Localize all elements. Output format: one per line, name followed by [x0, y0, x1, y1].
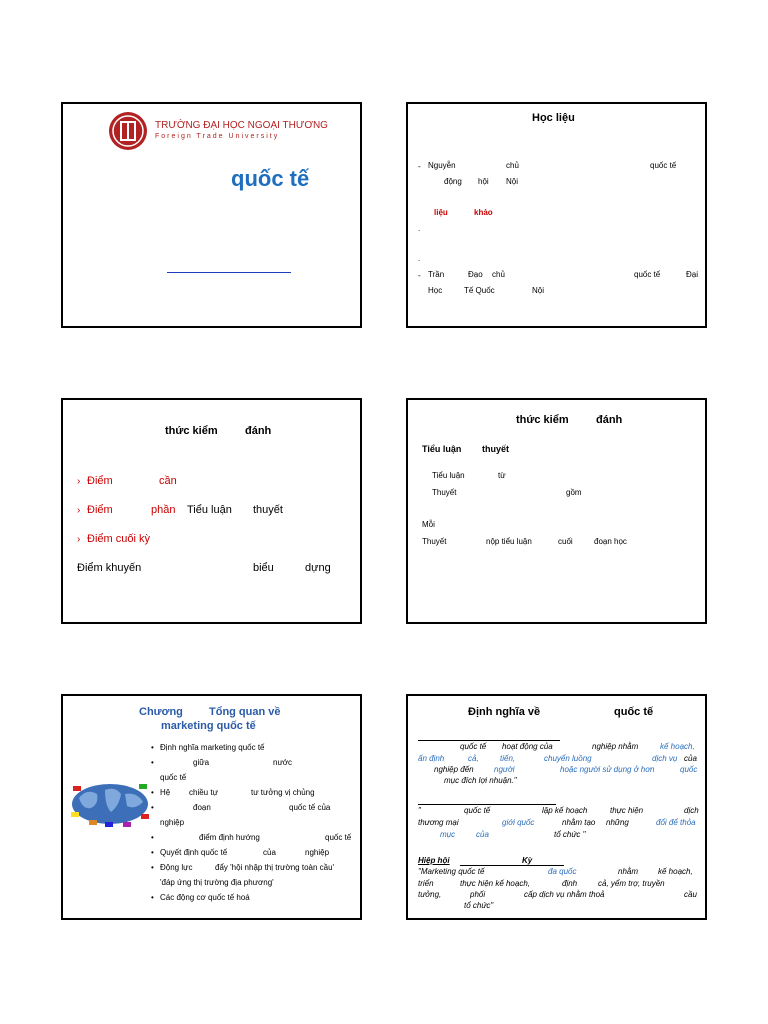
text: mục [440, 830, 456, 839]
text: Điểm [87, 475, 113, 487]
bullet: - [418, 162, 421, 171]
slide-title: thức kiểm [165, 425, 218, 437]
text: biểu [253, 562, 274, 574]
text: Điểm [87, 504, 113, 516]
text: Đạo [468, 270, 483, 279]
text: "Marketing quốc tế [418, 867, 485, 876]
text: Tiểu luận [432, 471, 465, 480]
text: Quyết định quốc tế [160, 848, 228, 857]
text: ấn định [418, 754, 445, 763]
text: hội [478, 177, 489, 186]
text: kế hoạch, [660, 742, 695, 751]
slide-title: đánh [596, 414, 623, 426]
text: nhằm [618, 867, 639, 876]
text: quốc tế [464, 806, 491, 815]
text: Tiểu luận [187, 504, 232, 516]
slide-title: đánh [245, 425, 272, 437]
text: Tế Quốc [464, 286, 495, 295]
text: Hệ [160, 788, 171, 797]
text: định [562, 879, 578, 888]
text: gồm [566, 488, 582, 497]
slide-title: Học liệu [532, 112, 575, 124]
text: người [494, 765, 515, 774]
text: chiều tự [189, 788, 218, 797]
text: cả, yểm trợ, truyền [598, 879, 665, 888]
text: Nguyễn [428, 161, 456, 170]
subheading: Hiệp hội [418, 856, 450, 865]
slide-2 [406, 102, 707, 328]
text: Thuyết [432, 488, 457, 497]
text: thực hiện [610, 806, 644, 815]
text: lập kế hoạch [542, 806, 588, 815]
slide-5 [61, 694, 362, 920]
bullet: › [77, 476, 81, 487]
world-map-flags-icon [69, 778, 151, 830]
text: quốc tế [634, 270, 661, 279]
text: đa quốc [548, 867, 577, 876]
text: quốc tế [650, 161, 677, 170]
text: những [606, 818, 629, 827]
text: khảo [474, 208, 493, 217]
bullet: • [151, 803, 154, 812]
text: nghiệp đến [434, 765, 474, 774]
text: hoặc người sử dụng ở hơn [560, 765, 655, 774]
text: hoạt động của [502, 742, 553, 751]
text: chủ [492, 270, 505, 279]
text: nghiệp [160, 818, 185, 827]
text: từ [498, 471, 506, 480]
text: phối [470, 890, 486, 899]
text: giới quốc [502, 818, 535, 827]
text: của [684, 754, 697, 763]
link-underline [167, 272, 291, 273]
bullet: • [151, 833, 154, 842]
slide-3 [61, 398, 362, 624]
text: Đại [686, 270, 699, 279]
slide-title: Chương [139, 706, 183, 718]
university-name: TRƯỜNG ĐẠI HỌC NGOẠI THƯƠNG [155, 120, 328, 131]
bullet: • [151, 848, 154, 857]
text: tưởng, [418, 890, 442, 899]
text: đoạn học [594, 537, 627, 546]
text: quốc tế của [289, 803, 331, 812]
text: Học [428, 286, 443, 295]
text: tiến, [500, 754, 516, 763]
slide-title: quốc tế [614, 706, 654, 718]
text: Mỗi [422, 520, 435, 529]
text: động [444, 177, 462, 186]
text: quốc tế [160, 773, 187, 782]
bullet: • [151, 758, 154, 767]
text: quốc [680, 765, 698, 774]
bullet: • [151, 788, 154, 797]
text: Thuyết [422, 537, 447, 546]
text: nghiệp [305, 848, 330, 857]
text: 'đáp ứng thị trường địa phương' [160, 878, 274, 887]
text: đổi để thỏa [656, 818, 696, 827]
text: quốc tế [460, 742, 487, 751]
text: tư tưởng vị chủng [251, 788, 315, 797]
text: thương mại [418, 818, 459, 827]
text: Trần [428, 270, 445, 279]
text: dịch vụ [652, 754, 678, 763]
text: quốc tế [325, 833, 352, 842]
slide-title: marketing quốc tế [161, 720, 256, 732]
text: nộp tiểu luận [486, 537, 532, 546]
text: đẩy 'hội nhập thị trường toàn cầu' [215, 863, 335, 872]
bullet: › [77, 505, 81, 516]
text: tổ chức " [554, 830, 586, 839]
slide-title: quốc tế [231, 166, 310, 191]
university-subname: Foreign Trade University [155, 133, 280, 140]
text: Nội [532, 286, 545, 295]
text: nước [273, 758, 293, 767]
text: chuyển luồng [544, 754, 592, 763]
text: cấp dịch vụ nhằm thoả [524, 890, 605, 899]
text: nghiệp nhằm [592, 742, 639, 751]
text: triển [418, 879, 434, 888]
slide-title: thức kiểm [516, 414, 569, 426]
text: Định nghĩa marketing quốc tế [160, 743, 265, 752]
text: liệu [434, 208, 448, 217]
text: dịch [684, 806, 699, 815]
bullet: . [418, 254, 421, 263]
bullet: • [151, 893, 154, 902]
text: tổ chức" [464, 901, 494, 910]
text: giữa [193, 758, 210, 767]
text: Các động cơ quốc tế hoá [160, 893, 250, 902]
text: cả, [468, 754, 479, 763]
rule-line [418, 740, 560, 741]
text: " [418, 806, 421, 815]
text: của [263, 848, 276, 857]
bullet: . [418, 224, 421, 233]
bullet: - [418, 271, 421, 280]
text: nhằm tạo [562, 818, 596, 827]
text: dựng [305, 562, 331, 574]
text: thực hiện kế hoạch, [460, 879, 531, 888]
slide-title: Định nghĩa về [468, 706, 541, 718]
text: của [476, 830, 489, 839]
bullet: › [77, 534, 81, 545]
text: Điểm cuối kỳ [87, 533, 150, 545]
subheading: Kỳ [522, 856, 533, 865]
text: chủ [506, 161, 519, 170]
slide-6 [406, 694, 707, 920]
subheading: thuyết [482, 444, 509, 454]
text: thuyết [253, 504, 283, 516]
text: cuối [558, 537, 573, 546]
text: điểm định hướng [199, 833, 260, 842]
text: đoạn [193, 803, 211, 812]
rule-line [418, 804, 556, 805]
bullet: • [151, 743, 154, 752]
text: Nội [506, 177, 519, 186]
text: Động lực [160, 863, 193, 872]
bullet: • [151, 863, 154, 872]
slide-title: Tổng quan về [209, 706, 281, 718]
text: phần [151, 504, 176, 516]
text: mục đích lợi nhuận." [444, 776, 517, 785]
text: cần [159, 475, 177, 487]
text: kế hoạch, [658, 867, 693, 876]
text: Điểm khuyến [77, 562, 142, 574]
slide-1 [61, 102, 362, 328]
text: cầu [684, 890, 697, 899]
slide-4 [406, 398, 707, 624]
rule-line [460, 865, 564, 866]
subheading: Tiểu luận [422, 444, 462, 454]
university-logo-icon [107, 110, 149, 152]
